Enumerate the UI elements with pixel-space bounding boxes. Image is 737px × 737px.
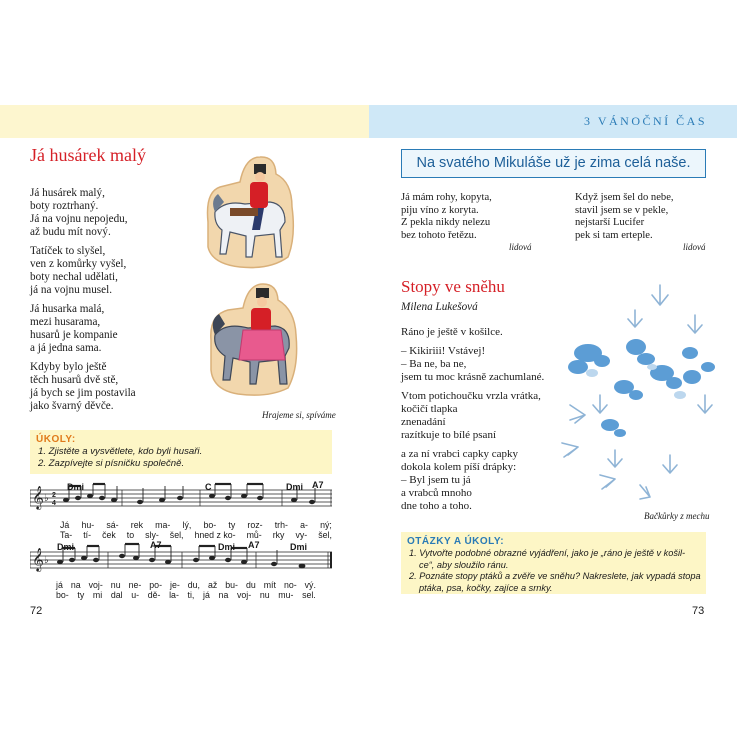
svg-text:𝄞: 𝄞 <box>32 485 44 509</box>
stanza-2: Tatíček to slyšel, ven z komůrky vyšel, boty nechal udělati, já na vojnu musel. <box>30 245 127 296</box>
svg-text:4: 4 <box>52 500 56 507</box>
stanza-3: Já husarka malá, mezi husarama, husarů je kompanie a já jedna sama. <box>30 303 118 354</box>
chord-8: A7 <box>248 540 260 550</box>
chord-2: C <box>205 482 212 492</box>
chord-1: Dmi <box>67 482 85 492</box>
tasks-list: 1. Zjistěte a vysvětlete, kdo byli husaři. 2. Zazpívejte si písničku společně. <box>38 446 203 469</box>
snow-poem: Ráno je ještě v košilce. – Kikiriii! Vstávej! – Ba ne, ba ne, jsem tu moc krásně zachumlané. Vtom potichoučku vrzla vrátka, kočičí tlapka znenadání razítkuje to bílé psaní a za ní vrabci capky capky dokola kolem píší drápky: – Byl jsem tu já a vrabců mnoho dne toho a toho. <box>401 326 545 512</box>
lyrics-line-1a: Já hu- sá- rek ma- lý, bo- ty roz- trh- a- ný; <box>60 520 332 530</box>
tasks-box <box>30 430 332 474</box>
chapter-title: 3 VÁNOČNÍ ČAS <box>584 114 707 128</box>
svg-text:𝄞: 𝄞 <box>32 547 44 571</box>
music-staff-2 <box>30 542 332 580</box>
footprints-in-snow-illustration <box>540 275 732 510</box>
svg-text:2: 2 <box>52 492 56 499</box>
svg-text:♭: ♭ <box>44 555 49 566</box>
hussar-on-horse-illustration <box>200 152 300 274</box>
right-poem-title: Stopy ve sněhu <box>401 277 505 296</box>
chord-4: A7 <box>312 480 324 490</box>
chord-5: Dmi <box>57 542 75 552</box>
svg-text:♭: ♭ <box>44 493 49 504</box>
left-header-band <box>0 105 369 138</box>
stanza-4: Kdyby bylo ještě těch husarů dvě stě, já bych se jim postavila jako švarný děvče. <box>30 361 136 412</box>
left-poem <box>30 187 136 419</box>
questions-list: 1. Vytvořte podobné obrazné vyjádření, jako je „ráno je ještě v košil- ce“, aby sloužilo ránu. 2. Poznáte stopy ptáků a zvěře ve sněhu? Nakreslete, jak vypadá stopa ptáka, psa, kočky, zajíce a srnky. <box>409 548 701 593</box>
right-page-number: 73 <box>692 605 705 617</box>
lyrics-line-2b: bo- ty mi dal u- dě- la- ti, já na voj- nu mu- sel. <box>56 590 316 600</box>
chord-6: A7 <box>150 540 162 550</box>
right-caption: Bačkůrky z mechu <box>644 511 710 521</box>
questions-title: OTÁZKY A ÚKOLY: <box>407 536 505 547</box>
lyrics-line-1b: Ta- tí- ček to sly- šel, hned z ko- mů- rky vy- šel, <box>60 530 332 540</box>
devil-poem-2: Když jsem šel do nebe, stavil jsem se v pekle, nejstarší Lucifer pek si tam erteple. <box>575 192 674 241</box>
left-poem-title: Já husárek malý <box>30 145 146 165</box>
poem1-source: lidová <box>509 242 532 252</box>
left-page-number: 72 <box>30 605 43 617</box>
poem2-source: lidová <box>683 242 706 252</box>
left-caption: Hrajeme si, spíváme <box>262 410 336 420</box>
chord-3: Dmi <box>286 482 304 492</box>
chord-7: Dmi <box>218 542 236 552</box>
lyrics-line-2a: já na voj- nu ne- po- je- du, až bu- du mít no- vý. <box>56 580 316 590</box>
chord-9: Dmi <box>290 542 308 552</box>
questions-box <box>401 532 706 594</box>
tasks-title: ÚKOLY: <box>36 434 76 445</box>
hussar-girl-on-horse-illustration <box>203 280 303 400</box>
right-box-title: Na svatého Mikuláše už je zima celá naše. <box>401 149 706 178</box>
poem-author: Milena Lukešová <box>401 301 478 313</box>
devil-poem-1: Já mám rohy, kopyta, piju víno z koryta. Z pekla nikdy nelezu bez tohoto řetězu. <box>401 192 492 241</box>
stanza-1: Já husárek malý, boty roztrhaný. Já na vojnu nepojedu, až budu mít nový. <box>30 187 128 238</box>
